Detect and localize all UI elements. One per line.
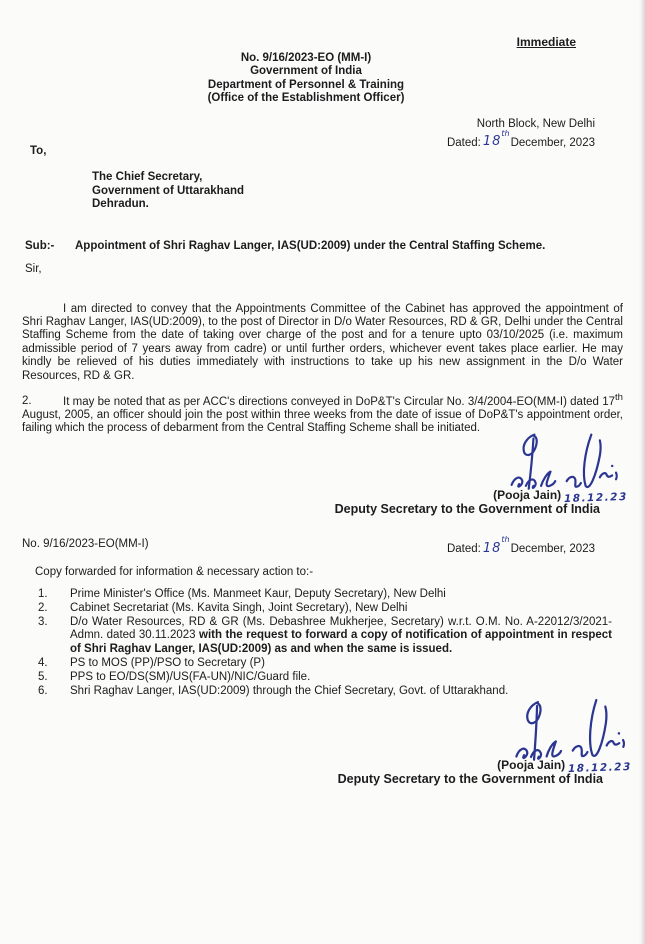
list-item-text-bold: with the request to forward a copy of notification of appointment in respect of Shri Raghav Langer, IAS(UD:2009) as and when the same is issued. [70,629,613,656]
list-item [0,588,645,602]
signer-name-text: (Pooja Jain) [497,758,566,772]
date-line-2 [446,535,595,556]
addressee-line-2: Government of Uttarakhand [92,184,245,197]
list-item-text: PPS to EO/DS(SM)/US(FA-UN)/NIC/Guard file. [70,670,311,683]
paragraph-2-ordinal: th [615,391,623,403]
place-line: North Block, New Delhi [476,118,595,130]
body-paragraph-1: I am directed to convey that the Appointments Committee of the Cabinet has approved the appointment of Shri Raghav Langer, IAS(UD:2009), to the post of Director in D/o Water Resources, RD & GR, Delhi under the Central Staffing Scheme from the date of taking over charge of the post and for a tenure upto 03/10/2025 (i.e. maximum admissible period of 7 years away from cadre) or until further orders, whichever event takes place earlier. He may kindly be relieved of his duties immediately with instructions to take up his new assignment in the D/o Water Resources, RD & GR. [22,302,623,382]
list-item-number: 1. [38,588,48,600]
salutation: Sir, [25,263,42,275]
org-line-1: Government of India [250,65,362,78]
addressee-line-1: The Chief Secretary, [92,171,203,183]
list-item-number: 2. [38,601,48,614]
urgency-label: Immediate [516,35,576,49]
list-item-number: 4. [38,656,48,669]
signer-title: Deputy Secretary to the Government of India [337,772,603,786]
list-item-text: Cabinet Secretariat (Ms. Kavita Singh, Joint Secretary), New Delhi [70,601,408,614]
list-item-text [70,616,612,657]
subject-row [25,240,625,253]
place-date-block [447,118,595,150]
list-item-text-normal: D/o Water Resources, RD & GR (Ms. Debashree Mukherjee, Secretary) w.r.t. O.M. No. A-22012/3/2021-Admn. dated 30.11.2023 [70,615,612,642]
list-item [0,657,645,671]
addressee-line-3: Dehradun. [92,198,149,211]
paragraph-2-text-a: It may be noted that as per ACC's directions conveyed in DoP&T's Circular No. 3/4/2004-EO(MM-I) dated 17 [63,395,615,408]
org-line-2: Department of Personnel & Training [207,78,405,91]
handwritten-day-2: 18 [482,540,502,556]
date-rest: December, 2023 [510,136,595,149]
date-rest-2: December, 2023 [510,542,595,555]
org-line-3: (Office of the Establishment Officer) [207,91,405,104]
list-item-number: 6. [38,684,48,697]
paragraph-2-text-b: August, 2005, an officer should join the post within three weeks from the date of issue of DoP&T's appointment order, failing which the process of debarment from the Central Staffing Scheme shall be initiated. [22,408,623,435]
subject-label: Sub:- [25,240,55,252]
reference-number-2: No. 9/16/2023-EO(MM-I) [22,538,149,550]
list-item-text: PS to MOS (PP)/PSO to Secretary (P) [70,656,265,669]
body-paragraph-2 [22,391,623,436]
to-label: To, [30,145,47,157]
list-item [0,602,645,616]
list-item [0,671,645,685]
paragraph-number: 2. [22,395,32,408]
list-item-number: 3. [38,615,48,628]
date-line [446,128,595,150]
handwritten-sign-date: 18.12.23 [567,760,633,776]
date-label: Dated: [446,136,481,149]
handwritten-ordinal-2: th [501,535,510,544]
list-item [0,616,645,657]
copy-forwarded-heading: Copy forwarded for information & necessary action to:- [35,566,314,578]
subject-text: Appointment of Shri Raghav Langer, IAS(UD:2009) under the Central Staffing Scheme. [75,240,546,252]
handwritten-ordinal: th [501,128,510,138]
copy-list [0,588,645,698]
list-item [0,685,645,699]
signer-title: Deputy Secretary to the Government of India [334,502,600,516]
list-item-number: 5. [38,670,48,683]
addressee-block [92,171,244,212]
letterhead [0,52,612,105]
list-item-text: Prime Minister's Office (Ms. Manmeet Kaur, Deputy Secretary), New Delhi [70,588,446,600]
handwritten-sign-date: 18.12.23 [563,490,629,506]
date-label-2: Dated: [446,542,481,555]
signer-name-text: (Pooja Jain) [493,488,562,502]
handwritten-day: 18 [482,134,502,150]
list-item-text: Shri Raghav Langer, IAS(UD:2009) through the Chief Secretary, Govt. of Uttarakhand. [70,684,509,697]
reference-number: No. 9/16/2023-EO (MM-I) [240,52,372,64]
